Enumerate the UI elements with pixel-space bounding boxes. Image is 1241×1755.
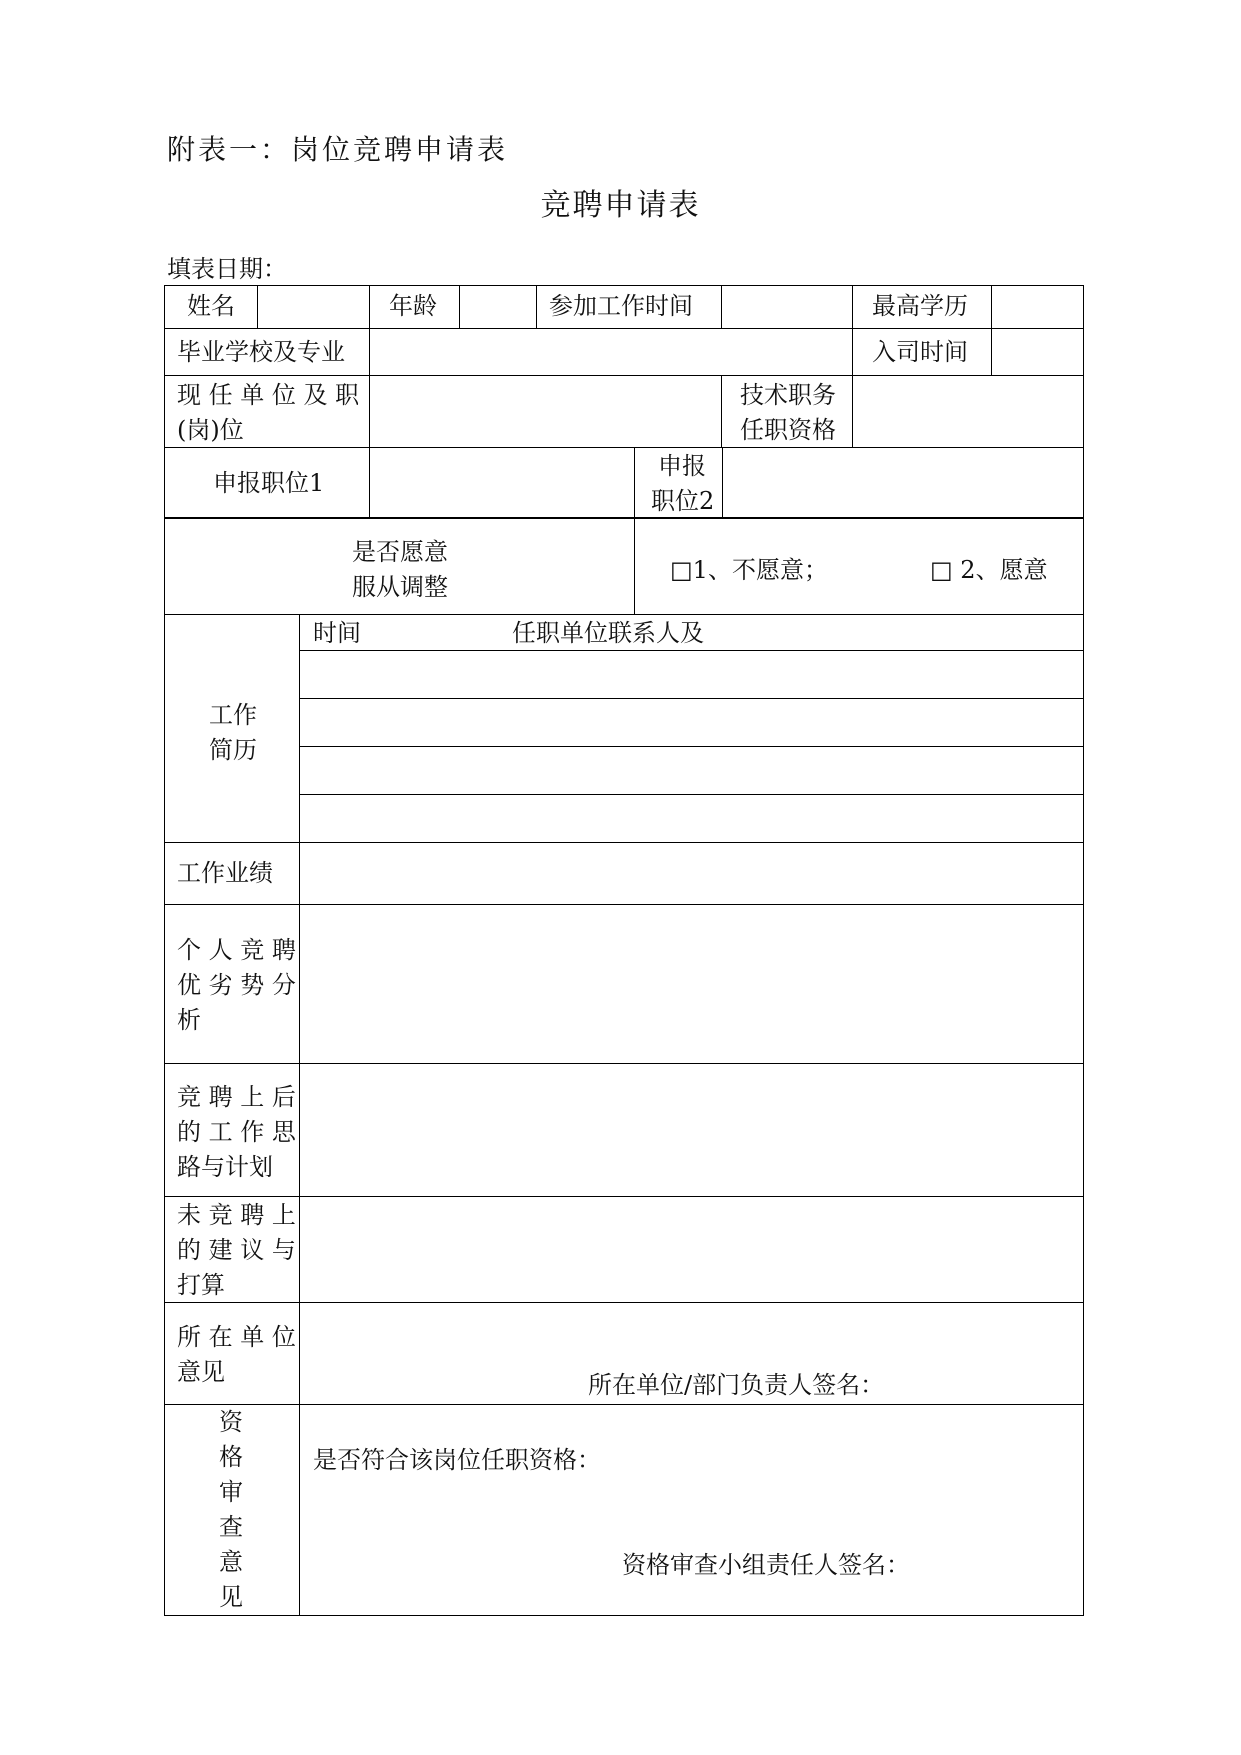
resume-unit-header: 任职单位联系人及: [512, 619, 704, 647]
review-sign-label: 资格审查小组责任人签名：: [622, 1551, 910, 1579]
position2-label-line2: 职位2: [651, 487, 715, 515]
current-unit-field[interactable]: [370, 376, 720, 447]
resume-row[interactable]: [300, 747, 1082, 793]
resume-label-line1: 工作: [209, 701, 257, 729]
resume-row[interactable]: [300, 699, 1082, 745]
position1-field[interactable]: [370, 448, 633, 517]
suggest-field[interactable]: [300, 1197, 1082, 1301]
qualify-field[interactable]: [300, 1480, 1082, 1530]
unit-opinion-field[interactable]: [300, 1303, 1082, 1363]
performance-field[interactable]: [300, 843, 1082, 903]
adjust-label-line2: 服从调整: [352, 573, 448, 601]
resume-label-line2: 简历: [209, 736, 257, 764]
school-major-label: 毕业学校及专业: [177, 338, 345, 366]
adjust-label-line1: 是否愿意: [352, 538, 448, 566]
analysis-label-line3: 析: [177, 1006, 201, 1034]
option-willing-checkbox[interactable]: □ 2、愿意: [930, 556, 1048, 584]
suggest-label-line2: 的 建 议 与: [177, 1236, 296, 1264]
position2-label-line1: 申报: [658, 452, 706, 480]
name-field[interactable]: [258, 286, 368, 328]
school-major-field[interactable]: [370, 329, 851, 375]
fill-date-label: 填表日期：: [167, 255, 287, 283]
suggest-label-line3: 打算: [177, 1271, 225, 1299]
education-field[interactable]: [992, 286, 1082, 328]
name-label: 姓名: [187, 292, 235, 320]
current-unit-label-line1: 现 任 单 位 及 职: [177, 381, 360, 409]
unit-opinion-label-line2: 意见: [177, 1358, 225, 1386]
join-date-label: 入司时间: [872, 338, 968, 366]
tech-title-field[interactable]: [853, 376, 1082, 447]
resume-row[interactable]: [300, 795, 1082, 841]
tech-title-label-line1: 技术职务: [740, 381, 836, 409]
performance-label: 工作业绩: [177, 859, 273, 887]
position1-label: 申报职位1: [213, 469, 325, 497]
appendix-title: 附表一：岗位竞聘申请表: [167, 133, 509, 166]
age-label: 年龄: [389, 292, 437, 320]
plan-label-line1: 竞 聘 上 后: [177, 1083, 296, 1111]
option-unwilling-checkbox[interactable]: □1、不愿意；: [670, 556, 828, 584]
analysis-label-line2: 优 劣 势 分: [177, 971, 296, 999]
unit-opinion-label-line1: 所 在 单 位: [177, 1323, 296, 1351]
plan-label-line3: 路与计划: [177, 1153, 273, 1181]
work-start-label: 参加工作时间: [549, 292, 693, 320]
review-label-char: 资: [219, 1408, 243, 1436]
form-title: 竞聘申请表: [540, 188, 701, 223]
resume-time-header: 时间: [313, 619, 361, 647]
review-label-char: 查: [219, 1513, 243, 1541]
qualify-question: 是否符合该岗位任职资格：: [313, 1446, 601, 1474]
review-label-char: 见: [219, 1583, 243, 1611]
plan-field[interactable]: [300, 1064, 1082, 1195]
current-unit-label-line2: (岗)位: [177, 416, 244, 444]
tech-title-label-line2: 任职资格: [740, 416, 836, 444]
review-label-char: 意: [219, 1548, 243, 1576]
join-date-field[interactable]: [992, 329, 1082, 375]
plan-label-line2: 的 工 作 思: [177, 1118, 296, 1146]
work-start-field[interactable]: [722, 286, 851, 328]
unit-sign-label: 所在单位/部门负责人签名：: [588, 1371, 885, 1399]
position2-field[interactable]: [723, 448, 1082, 517]
education-label: 最高学历: [872, 292, 968, 320]
analysis-label-line1: 个 人 竞 聘: [177, 936, 296, 964]
resume-row[interactable]: [300, 651, 1082, 697]
suggest-label-line1: 未 竞 聘 上: [177, 1201, 296, 1229]
review-label-char: 审: [219, 1478, 243, 1506]
age-field[interactable]: [460, 286, 535, 328]
analysis-field[interactable]: [300, 905, 1082, 1062]
review-label-char: 格: [219, 1443, 243, 1471]
